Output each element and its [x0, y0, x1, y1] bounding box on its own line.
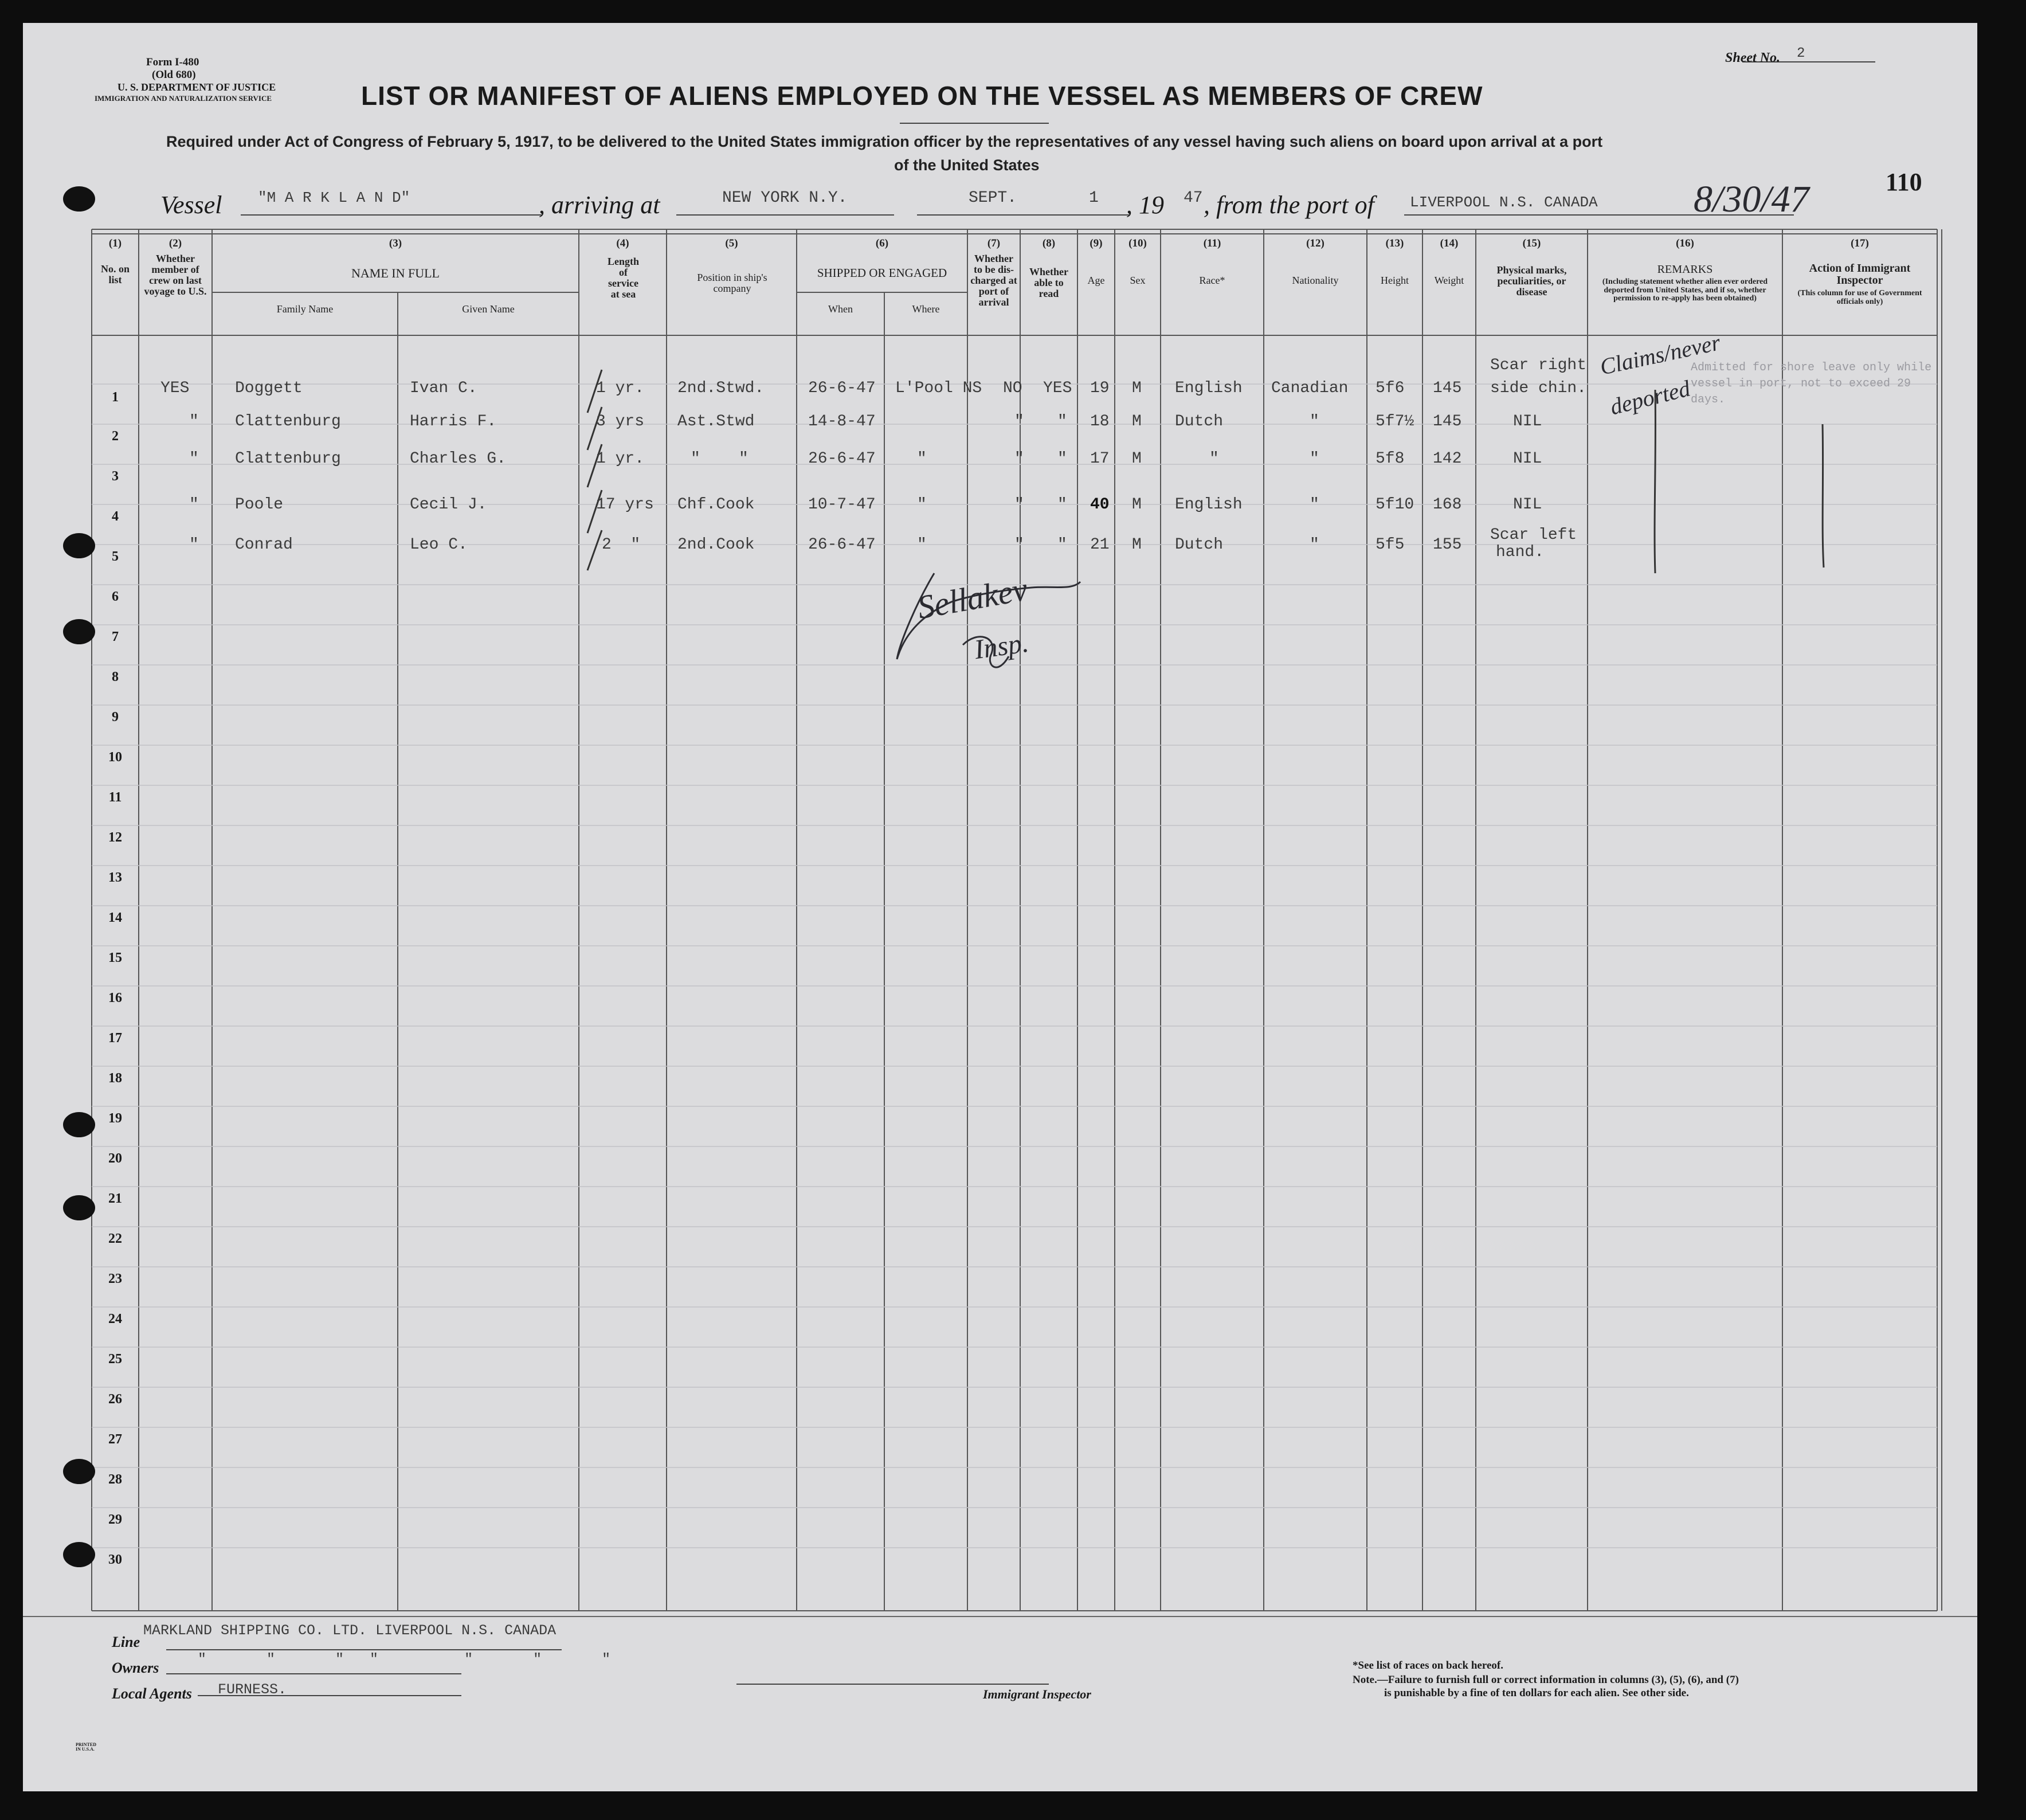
- arrival-day: 1: [1089, 189, 1099, 207]
- cell-read: ": [1057, 450, 1067, 468]
- cell-height: 5f7½: [1376, 413, 1414, 430]
- cell-age: 21: [1090, 536, 1110, 554]
- year-prefix: , 19: [1126, 191, 1164, 219]
- row-number: 24: [108, 1312, 122, 1326]
- cell-where: ": [917, 536, 927, 554]
- col-header-weight: Weight: [1434, 275, 1464, 286]
- row-number: 16: [108, 991, 122, 1005]
- cell-sex: M: [1132, 496, 1142, 514]
- row-number: 28: [108, 1472, 122, 1487]
- cell-height: 5f5: [1376, 536, 1405, 554]
- col-num-13: (13): [1385, 237, 1404, 249]
- department-name: U. S. DEPARTMENT OF JUSTICE: [117, 81, 276, 93]
- cell-discharged: NO: [1003, 379, 1022, 397]
- cell-discharged: ": [1014, 450, 1024, 468]
- col-num-5: (5): [725, 237, 738, 249]
- cell-age: 19: [1090, 379, 1110, 397]
- handwritten-date: 8/30/47: [1694, 178, 1809, 220]
- col-header-remarks: REMARKS: [1657, 263, 1713, 276]
- row-number: 14: [108, 910, 122, 925]
- cell-position: 2nd.Cook: [677, 536, 755, 554]
- cell-when: 14-8-47: [808, 413, 876, 430]
- cell-sex: M: [1132, 379, 1142, 397]
- owners-label: Owners: [112, 1659, 159, 1676]
- arrival-month: SEPT.: [969, 189, 1017, 207]
- cell-height: 5f6: [1376, 379, 1405, 397]
- line-value: MARKLAND SHIPPING CO. LTD. LIVERPOOL N.S. CANADA: [143, 1622, 557, 1639]
- cell-length: 3 yrs: [596, 413, 645, 430]
- cell-where: ": [917, 450, 927, 468]
- cell-member: ": [189, 536, 199, 554]
- cell-member: ": [189, 450, 199, 468]
- cell-position: Chf.Cook: [677, 496, 755, 514]
- cell-position: Ast.Stwd: [677, 413, 755, 430]
- cell-family: Clattenburg: [235, 413, 341, 430]
- cell-age: 40: [1090, 496, 1110, 514]
- cell-physical: NIL: [1513, 450, 1542, 468]
- sheet-number: 2: [1797, 46, 1805, 61]
- remarks-handwritten: Claims/never: [1597, 329, 1723, 380]
- cell-physical: Scar left: [1490, 526, 1577, 544]
- cell-position: 2nd.Stwd.: [677, 379, 765, 397]
- cell-weight: 142: [1433, 450, 1462, 468]
- cell-nationality: Canadian: [1271, 379, 1349, 397]
- col-header-name: NAME IN FULL: [351, 266, 440, 280]
- col-header-physical: Physical marks, peculiarities, or disease: [1496, 264, 1567, 298]
- cell-position: " ": [691, 450, 749, 468]
- cell-read: ": [1057, 496, 1067, 514]
- printed-mark: PRINTED IN U.S.A.: [76, 1742, 97, 1752]
- row-number: 17: [108, 1031, 122, 1046]
- admitted-stamp: Admitted for shore leave only while vessel in port, not to exceed 29 days.: [1691, 361, 1932, 406]
- punch-hole: [63, 1195, 95, 1220]
- row-number: 15: [108, 950, 122, 965]
- inspector-signature: Sellakev: [914, 570, 1030, 627]
- col-num-8: (8): [1042, 237, 1056, 249]
- col-num-15: (15): [1522, 237, 1541, 249]
- col-num-12: (12): [1306, 237, 1324, 249]
- cell-read: ": [1057, 536, 1067, 554]
- vessel-name: "M A R K L A N D": [258, 189, 410, 206]
- col-num-9: (9): [1090, 237, 1103, 249]
- cell-race: English: [1175, 379, 1243, 397]
- row-number: 25: [108, 1352, 122, 1367]
- row-number: 13: [108, 870, 122, 885]
- agents-label: Local Agents: [112, 1685, 192, 1702]
- row-number: 10: [108, 750, 122, 765]
- punch-hole: [63, 186, 95, 212]
- arrival-year: 47: [1184, 189, 1203, 207]
- row-number: 12: [108, 830, 122, 845]
- cell-length: 2 ": [602, 536, 641, 554]
- cell-member: ": [189, 413, 199, 430]
- col-header-action-note: (This column for use of Government officials only): [1797, 289, 1922, 306]
- cell-when: 26-6-47: [808, 450, 876, 468]
- cell-family: Clattenburg: [235, 450, 341, 468]
- row-number: 22: [108, 1231, 122, 1246]
- cell-length: 1 yr.: [596, 379, 645, 397]
- cell-when: 10-7-47: [808, 496, 876, 514]
- cell-sex: M: [1132, 450, 1142, 468]
- from-port-label: , from the port of: [1204, 191, 1374, 219]
- col-header-where: Where: [912, 303, 940, 315]
- row-number: 30: [108, 1552, 122, 1567]
- col-num-17: (17): [1851, 237, 1869, 249]
- col-header-length: Length of service at sea: [607, 256, 639, 300]
- cell-nationality: ": [1310, 450, 1319, 468]
- col-header-position: Position in ship's company: [697, 272, 767, 294]
- cell-weight: 155: [1433, 536, 1462, 554]
- col-header-age: Age: [1087, 275, 1105, 286]
- col-num-2: (2): [168, 237, 182, 249]
- sheet-label: Sheet No.: [1725, 50, 1780, 65]
- page-title: LIST OR MANIFEST OF ALIENS EMPLOYED ON THE VESSEL AS MEMBERS OF CREW: [361, 81, 1483, 111]
- cell-physical-2: hand.: [1496, 543, 1545, 561]
- cell-when: 26-6-47: [808, 536, 876, 554]
- cell-weight: 145: [1433, 379, 1462, 397]
- page-subtitle: Required under Act of Congress of February 5, 1917, to be delivered to the United States immigration officer by the representatives of any vessel having such aliens on board upon arrival at a port: [166, 133, 1603, 150]
- cell-physical: NIL: [1513, 496, 1542, 514]
- col-num-14: (14): [1440, 237, 1459, 249]
- cell-nationality: ": [1310, 496, 1319, 514]
- cell-nationality: ": [1310, 536, 1319, 554]
- col-num-3: (3): [389, 237, 402, 249]
- departure-port: LIVERPOOL N.S. CANADA: [1410, 194, 1598, 211]
- col-header-action: Action of Immigrant Inspector: [1809, 262, 1911, 287]
- row-number: 11: [108, 790, 122, 805]
- cell-race: Dutch: [1175, 536, 1224, 554]
- cell-given: Harris F.: [410, 413, 497, 430]
- inspector-label: Immigrant Inspector: [983, 1687, 1091, 1701]
- cell-family: Doggett: [235, 379, 303, 397]
- punch-hole: [63, 1542, 95, 1567]
- cell-discharged: ": [1014, 496, 1024, 514]
- punch-hole: [63, 1459, 95, 1484]
- col-header-no: No. on list: [100, 263, 130, 285]
- cell-sex: M: [1132, 536, 1142, 554]
- cell-where: L'Pool NS: [895, 379, 982, 397]
- races-note: *See list of races on back hereof.: [1353, 1659, 1503, 1672]
- col-header-member: Whether member of crew on last voyage to U.S.: [144, 253, 207, 297]
- arriving-label: , arriving at: [539, 191, 660, 219]
- col-header-read: Whether able to read: [1029, 266, 1068, 299]
- punch-hole: [63, 619, 95, 644]
- cell-given: Leo C.: [410, 536, 468, 554]
- cell-given: Ivan C.: [410, 379, 477, 397]
- col-num-1: (1): [108, 237, 122, 249]
- manifest-page: [23, 23, 1977, 1791]
- cell-age: 17: [1090, 450, 1110, 468]
- row-number: 9: [112, 710, 119, 725]
- col-header-discharged: Whether to be dis-charged at port of arrival: [970, 253, 1017, 308]
- col-header-race: Race*: [1199, 275, 1225, 286]
- remarks-handwritten-2: deported: [1607, 375, 1693, 420]
- row-number: 29: [108, 1512, 122, 1527]
- cell-physical: Scar right: [1490, 357, 1587, 374]
- col-header-remarks-note: (Including statement whether alien ever ordered deported from United States, and if so, whether permission to re-apply has been obtained): [1602, 277, 1768, 303]
- row-number: 20: [108, 1151, 122, 1166]
- row-number: 19: [108, 1111, 122, 1126]
- cell-discharged: ": [1014, 413, 1024, 430]
- cell-weight: 168: [1433, 496, 1462, 514]
- col-num-10: (10): [1128, 237, 1147, 249]
- cell-sex: M: [1132, 413, 1142, 430]
- page-stamp-number: 110: [1886, 168, 1922, 196]
- cell-read: ": [1057, 413, 1067, 430]
- cell-where: ": [917, 496, 927, 514]
- row-number: 23: [108, 1271, 122, 1286]
- cell-physical-2: side chin.: [1490, 379, 1587, 397]
- col-num-4: (4): [616, 237, 629, 249]
- cell-age: 18: [1090, 413, 1110, 430]
- agents-value: FURNESS.: [218, 1681, 287, 1698]
- col-header-family: Family Name: [276, 303, 334, 315]
- row-number: 6: [112, 589, 119, 604]
- row-number: 5: [112, 549, 119, 564]
- fine-note: Note.—Failure to furnish full or correct information in columns (3), (5), (6), and (7): [1353, 1674, 1739, 1686]
- cell-length: 1 yr.: [596, 450, 645, 468]
- cell-height: 5f8: [1376, 450, 1405, 468]
- form-old-number: (Old 680): [152, 69, 196, 81]
- cell-read: YES: [1043, 379, 1072, 397]
- row-number: 21: [108, 1191, 122, 1206]
- row-number: 27: [108, 1432, 122, 1447]
- row-number: 3: [112, 469, 119, 484]
- cell-discharged: ": [1014, 536, 1024, 554]
- cell-member: YES: [160, 379, 190, 397]
- col-header-shipped: SHIPPED OR ENGAGED: [817, 266, 947, 280]
- col-header-sex: Sex: [1130, 275, 1146, 286]
- col-header-when: When: [828, 303, 853, 315]
- cell-family: Poole: [235, 496, 284, 514]
- cell-length: 17 yrs: [596, 496, 654, 514]
- punch-hole: [63, 1112, 95, 1137]
- col-num-7: (7): [987, 237, 1001, 249]
- row-number: 7: [112, 629, 119, 644]
- arrival-port: NEW YORK N.Y.: [722, 189, 848, 207]
- cell-given: Charles G.: [410, 450, 507, 468]
- inspector-signature-2: Insp.: [972, 627, 1030, 666]
- form-number: Form I-480: [146, 56, 199, 68]
- row-number: 8: [112, 670, 119, 684]
- cell-height: 5f10: [1376, 496, 1414, 514]
- row-number: 1: [112, 390, 119, 405]
- cell-weight: 145: [1433, 413, 1462, 430]
- owners-value: " " " " " " ": [198, 1651, 611, 1668]
- line-label: Line: [112, 1634, 140, 1650]
- cell-when: 26-6-47: [808, 379, 876, 397]
- vessel-label: Vessel: [160, 191, 222, 219]
- cell-nationality: ": [1310, 413, 1319, 430]
- cell-race: English: [1175, 496, 1243, 514]
- col-num-6: (6): [875, 237, 889, 249]
- fine-note-2: is punishable by a fine of ten dollars for each alien. See other side.: [1384, 1687, 1689, 1699]
- cell-race: ": [1209, 450, 1219, 468]
- row-number: 18: [108, 1071, 122, 1086]
- col-num-11: (11): [1203, 237, 1221, 249]
- row-number: 26: [108, 1392, 122, 1407]
- row-number: 2: [112, 429, 119, 444]
- punch-hole: [63, 533, 95, 558]
- page-subtitle-2: of the United States: [894, 156, 1040, 174]
- col-num-16: (16): [1676, 237, 1694, 249]
- service-name: IMMIGRATION AND NATURALIZATION SERVICE: [95, 94, 272, 103]
- cell-given: Cecil J.: [410, 496, 487, 514]
- row-number: 4: [112, 509, 119, 524]
- cell-family: Conrad: [235, 536, 293, 554]
- cell-race: Dutch: [1175, 413, 1224, 430]
- cell-member: ": [189, 496, 199, 514]
- col-header-height: Height: [1381, 275, 1409, 286]
- col-header-given: Given Name: [462, 303, 515, 315]
- col-header-nationality: Nationality: [1292, 275, 1339, 286]
- cell-physical: NIL: [1513, 413, 1542, 430]
